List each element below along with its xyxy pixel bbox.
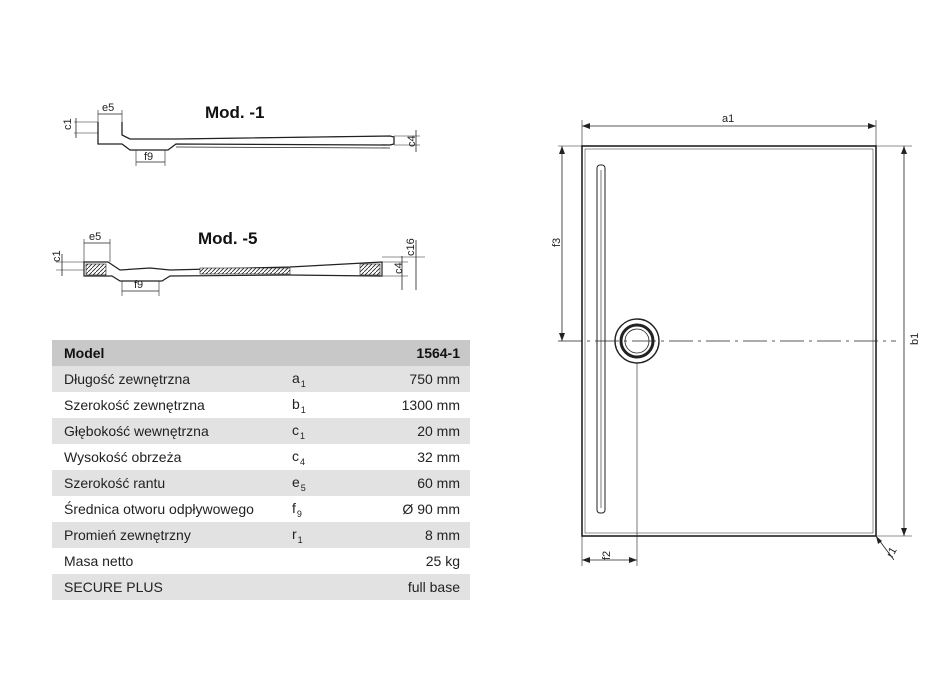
row-value: 60 mm (362, 470, 470, 496)
mod-1-c1-label: c1 (62, 118, 74, 130)
row-value: 8 mm (362, 522, 470, 548)
row-value: 20 mm (362, 418, 470, 444)
row-symbol (292, 366, 362, 392)
table-row (52, 392, 470, 418)
profile-mod-1 (62, 102, 420, 166)
mod-5-f9-label: f9 (134, 279, 144, 291)
row-symbol (292, 548, 362, 574)
symbol-letter: b (292, 395, 300, 412)
table-row (52, 548, 470, 574)
f3-label: f3 (551, 237, 563, 247)
row-label: Promień zewnętrzny (52, 522, 292, 548)
row-label: Masa netto (64, 553, 134, 569)
row-value: 25 kg (425, 553, 460, 569)
r1-label: r1 (884, 545, 900, 560)
header-model-value: 1564-1 (362, 340, 470, 366)
mod-5-hatch-mid (200, 268, 290, 274)
row-label: Szerokość rantu (52, 470, 292, 496)
mod-5-c4-label: c4 (393, 262, 405, 274)
mod-1-outline (98, 122, 394, 150)
profile-mod-5 (51, 229, 425, 296)
symbol-subscript: 5 (300, 482, 306, 493)
symbol-subscript: 1 (300, 378, 306, 389)
symbol-letter: f (292, 499, 296, 516)
symbol-subscript: 9 (296, 508, 302, 519)
row-symbol (292, 496, 362, 522)
row-value: 32 mm (417, 449, 460, 465)
row-value: 750 mm (362, 366, 470, 392)
a1-label: a1 (722, 113, 735, 125)
plan-view (551, 113, 921, 566)
mod-5-e5-label: e5 (89, 231, 102, 243)
row-symbol (292, 522, 362, 548)
row-symbol (292, 470, 362, 496)
table-row (52, 444, 470, 470)
table-row (52, 470, 470, 496)
row-value: 1300 mm (401, 397, 460, 413)
row-label: Długość zewnętrzna (52, 366, 292, 392)
mod-5-hatch-left (86, 264, 106, 275)
mod-5-hatch-right (360, 264, 380, 275)
row-label: Szerokość zewnętrzna (64, 397, 205, 413)
mod-5-c1-label: c1 (51, 250, 63, 262)
row-symbol (292, 392, 362, 418)
symbol-subscript: 4 (300, 456, 306, 467)
symbol-letter: a (292, 369, 300, 386)
table-row (52, 418, 470, 444)
row-value: Ø 90 mm (402, 501, 460, 517)
table-row (52, 366, 470, 392)
table-row (52, 522, 470, 548)
row-label: Średnica otworu odpływowego (64, 501, 254, 517)
row-value: full base (362, 574, 470, 600)
table-row (52, 496, 470, 522)
table-row (52, 574, 470, 600)
symbol-letter: r (292, 525, 297, 542)
symbol-subscript: 1 (297, 534, 303, 545)
mod-5-c16-label: c16 (405, 238, 417, 256)
symbol-letter: c (292, 447, 299, 464)
mod-1-top-slope (176, 136, 390, 139)
mod-1-title: Mod. -1 (205, 103, 265, 122)
symbol-subscript: 1 (300, 430, 306, 441)
symbol-letter: e (292, 473, 300, 490)
mod-1-e5-label: e5 (102, 102, 115, 114)
f2-label: f2 (601, 550, 613, 560)
b1-label: b1 (909, 332, 921, 345)
mod-5-title: Mod. -5 (198, 229, 258, 248)
row-symbol (292, 418, 362, 444)
mod-1-bottom-line (176, 147, 390, 148)
row-label: Wysokość obrzeża (64, 449, 182, 465)
specification-table (52, 340, 470, 600)
symbol-letter: c (292, 421, 299, 438)
mod-1-c4-label: c4 (406, 135, 418, 147)
table-header-row (52, 340, 470, 366)
row-symbol (292, 574, 362, 600)
row-symbol (292, 444, 362, 470)
header-symbol-cell (292, 340, 362, 366)
mod-1-f9-label: f9 (144, 151, 154, 163)
header-model-label: Model (52, 340, 292, 366)
row-label: SECURE PLUS (52, 574, 292, 600)
symbol-subscript: 1 (300, 404, 306, 415)
row-label: Głębokość wewnętrzna (52, 418, 292, 444)
